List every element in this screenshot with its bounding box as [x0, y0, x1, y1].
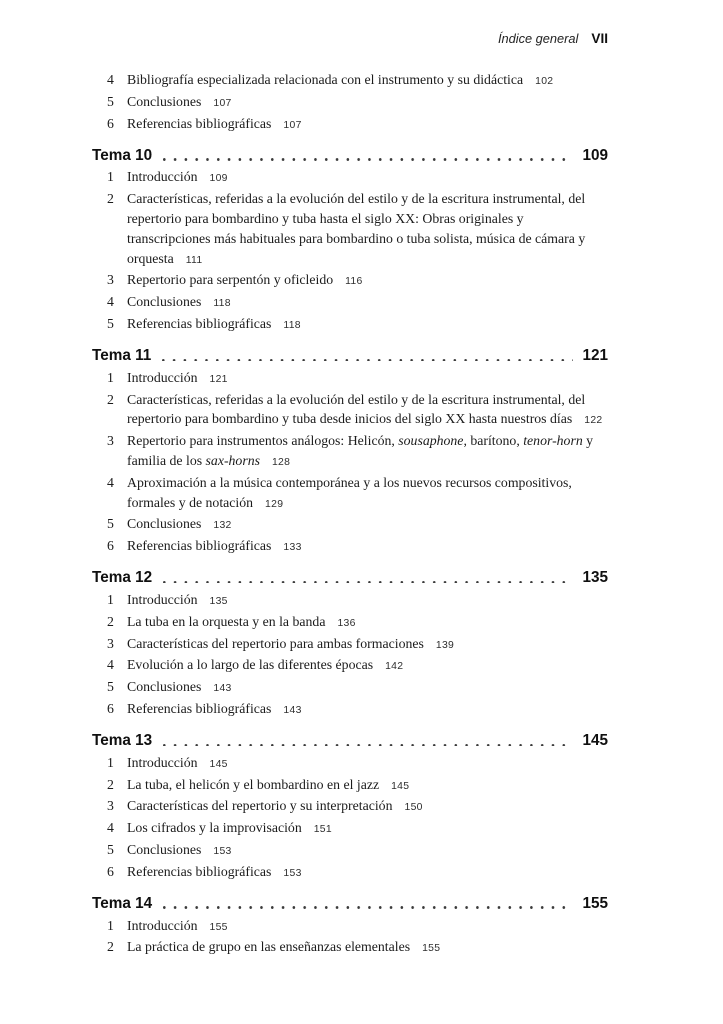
- toc-item-text: Conclusiones 118: [127, 294, 231, 310]
- toc-item-page-number: 139: [435, 639, 455, 651]
- toc-item: [92, 473, 608, 515]
- toc-item-text: La tuba en la orquesta y en la banda 136: [127, 613, 356, 629]
- toc-item-text: Bibliografía especializada relacionada con el instrumento y su didáctica 102: [127, 72, 554, 87]
- toc-item-text: Evolución a lo largo de las diferentes épocas 142: [127, 657, 404, 673]
- dotted-leader: [163, 906, 573, 909]
- toc-item: [92, 92, 608, 114]
- running-head: [498, 30, 608, 48]
- toc-item: [92, 270, 608, 292]
- toc-item-page-number: 133: [283, 542, 302, 554]
- toc-item-number: 5: [107, 679, 114, 695]
- toc-item-number: 1: [107, 754, 114, 770]
- toc-item: [92, 753, 608, 775]
- toc-section-title: Tema 10: [92, 146, 153, 164]
- toc-item-number: 6: [107, 700, 114, 716]
- toc-item-text: Características del repertorio y su interpretación 150: [127, 798, 423, 814]
- toc-item-number: 3: [107, 635, 114, 651]
- toc-section-page-number: 121: [582, 347, 608, 365]
- toc-item-page-number: 116: [345, 276, 363, 288]
- toc-item-number: 3: [107, 798, 114, 814]
- toc-item-number: 1: [107, 917, 114, 933]
- toc-item-text: Introducción 145: [127, 754, 228, 770]
- toc-item-page-number: 107: [213, 97, 232, 109]
- toc-item-page-number: 111: [185, 254, 203, 266]
- toc-item-page-number: 155: [422, 943, 441, 955]
- toc-sections: [92, 146, 608, 959]
- toc-item-page-number: 145: [391, 780, 410, 792]
- toc-item-page-number: 153: [213, 845, 232, 857]
- dotted-leader: [163, 744, 573, 747]
- toc-item-page-number: 109: [209, 173, 228, 185]
- toc-item-text: Introducción 121: [127, 369, 228, 385]
- toc-item-page-number: 150: [404, 802, 423, 814]
- toc-item-page-number: 155: [209, 921, 228, 933]
- toc-item-page-number: 153: [283, 867, 302, 879]
- toc-item-text: Introducción 155: [127, 917, 228, 933]
- toc-item-number: 6: [107, 863, 114, 879]
- toc-item: [92, 314, 608, 336]
- toc-item-number: 1: [107, 591, 114, 607]
- toc-item-text: Repertorio para serpentón y oficleido 116: [127, 272, 363, 288]
- toc-item: [92, 70, 608, 92]
- toc-item: [92, 862, 608, 884]
- toc-item-page-number: 102: [535, 76, 554, 87]
- running-head-page-number: VII: [591, 31, 608, 46]
- toc-item-number: 2: [107, 613, 114, 629]
- dotted-leader: [162, 359, 573, 362]
- toc-item-number: 3: [107, 433, 114, 449]
- toc-item: [92, 368, 608, 390]
- toc-section-title: Tema 11: [92, 347, 152, 365]
- toc-item-page-number: 107: [283, 119, 302, 131]
- toc-item-page-number: 145: [209, 758, 228, 770]
- toc-item: [92, 677, 608, 699]
- toc-item: [92, 167, 608, 189]
- toc-item-number: 5: [107, 516, 114, 532]
- toc-item-page-number: 136: [337, 617, 356, 629]
- toc-item-page-number: 121: [209, 373, 228, 385]
- toc-item-number: 4: [107, 474, 114, 490]
- dotted-leader: [163, 158, 573, 161]
- toc-section-page-number: 145: [582, 732, 608, 750]
- toc-item-number: 2: [107, 939, 114, 955]
- toc-item-text: Conclusiones 143: [127, 679, 232, 695]
- toc-item-text: Conclusiones 153: [127, 841, 232, 857]
- toc-item: [92, 189, 608, 270]
- toc-item: [92, 655, 608, 677]
- toc-item: [92, 612, 608, 634]
- toc-item-number: 6: [107, 538, 114, 554]
- toc-item-page-number: 129: [265, 498, 284, 510]
- toc-item-text: Introducción 135: [127, 591, 228, 607]
- table-of-contents: [92, 70, 608, 959]
- toc-item-text: Referencias bibliográficas 107: [127, 115, 302, 131]
- toc-front-items: [92, 70, 608, 135]
- toc-item-text: Referencias bibliográficas 133: [127, 538, 302, 554]
- toc-item-text: Conclusiones 132: [127, 516, 232, 532]
- toc-item-number: 2: [107, 191, 114, 207]
- toc-item-number: 4: [107, 72, 114, 87]
- toc-item-page-number: 151: [313, 824, 332, 836]
- toc-item-page-number: 135: [209, 595, 228, 607]
- toc-section-heading: [92, 346, 608, 366]
- toc-section-heading: [92, 146, 608, 166]
- toc-item: [92, 536, 608, 558]
- toc-item-page-number: 118: [213, 298, 231, 310]
- toc-item-page-number: 143: [213, 683, 232, 695]
- toc-item-number: 4: [107, 820, 114, 836]
- toc-item-number: 1: [107, 369, 114, 385]
- toc-item-page-number: 122: [584, 415, 603, 427]
- toc-item-page-number: 132: [213, 520, 232, 532]
- toc-item-text: Características del repertorio para ambas formaciones 139: [127, 635, 455, 651]
- toc-section-heading: [92, 731, 608, 751]
- toc-item: [92, 431, 608, 473]
- toc-item-number: 5: [107, 315, 114, 331]
- toc-item: [92, 796, 608, 818]
- toc-section-heading: [92, 568, 608, 588]
- toc-section-heading: [92, 894, 608, 914]
- toc-item: [92, 699, 608, 721]
- toc-item-number: 4: [107, 657, 114, 673]
- toc-item: [92, 634, 608, 656]
- toc-section-title: Tema 12: [92, 569, 153, 587]
- toc-item-number: 5: [107, 841, 114, 857]
- toc-item: [92, 775, 608, 797]
- toc-item-text: Referencias bibliográficas 118: [127, 315, 301, 331]
- toc-item-page-number: 128: [271, 456, 291, 468]
- toc-item: [92, 937, 608, 959]
- toc-item-text: Referencias bibliográficas 143: [127, 700, 302, 716]
- toc-item: [92, 514, 608, 536]
- toc-item-text: Repertorio para instrumentos análogos: Helicón, sousaphone, barítono, tenor-horn y familia de los sax-horns 128: [127, 433, 594, 468]
- toc-item: [92, 590, 608, 612]
- toc-item-text: La tuba, el helicón y el bombardino en el jazz 145: [127, 776, 410, 792]
- toc-section-title: Tema 13: [92, 732, 153, 750]
- toc-item-text: Características, referidas a la evolución del estilo y de la escritura instrumental, del repertorio para bombardino y tuba hasta el siglo XX: Obras originales y transcripciones más habituales para bombardino o tuba solista, música de cámara y orquesta 111: [127, 191, 586, 266]
- running-head-title: Índice general: [497, 31, 579, 46]
- toc-item-page-number: 143: [283, 704, 302, 716]
- toc-item-number: 4: [107, 294, 114, 310]
- toc-section-page-number: 109: [582, 146, 608, 164]
- toc-item-number: 2: [107, 391, 114, 407]
- toc-item-text: Los cifrados y la improvisación 151: [127, 820, 332, 836]
- toc-item-text: Referencias bibliográficas 153: [127, 863, 302, 879]
- toc-item-number: 5: [107, 93, 114, 109]
- dotted-leader: [163, 581, 573, 584]
- toc-item-number: 2: [107, 776, 114, 792]
- toc-item-page-number: 142: [385, 661, 404, 673]
- toc-item: [92, 840, 608, 862]
- toc-item: [92, 916, 608, 938]
- toc-item-number: 1: [107, 169, 114, 185]
- toc-item-text: Características, referidas a la evolución del estilo y de la escritura instrumental, del repertorio para bombardino y tuba desde inicios del siglo XX hasta nuestros días 122: [127, 391, 603, 427]
- toc-item: [92, 818, 608, 840]
- toc-item-text: La práctica de grupo en las enseñanzas elementales 155: [127, 939, 441, 955]
- toc-item-number: 6: [107, 115, 114, 131]
- toc-item: [92, 390, 608, 432]
- toc-item: [92, 114, 608, 136]
- toc-section-page-number: 155: [582, 895, 608, 912]
- toc-item-text: Introducción 109: [127, 169, 228, 185]
- toc-item-text: Conclusiones 107: [127, 93, 232, 109]
- toc-item-text: Aproximación a la música contemporánea y a los nuevos recursos compositivos, formales y de notación 129: [127, 474, 572, 510]
- toc-item-page-number: 118: [283, 319, 301, 331]
- toc-item-number: 3: [107, 272, 114, 288]
- toc-item: [92, 292, 608, 314]
- toc-section-title: Tema 14: [92, 895, 153, 912]
- toc-section-page-number: 135: [582, 569, 608, 587]
